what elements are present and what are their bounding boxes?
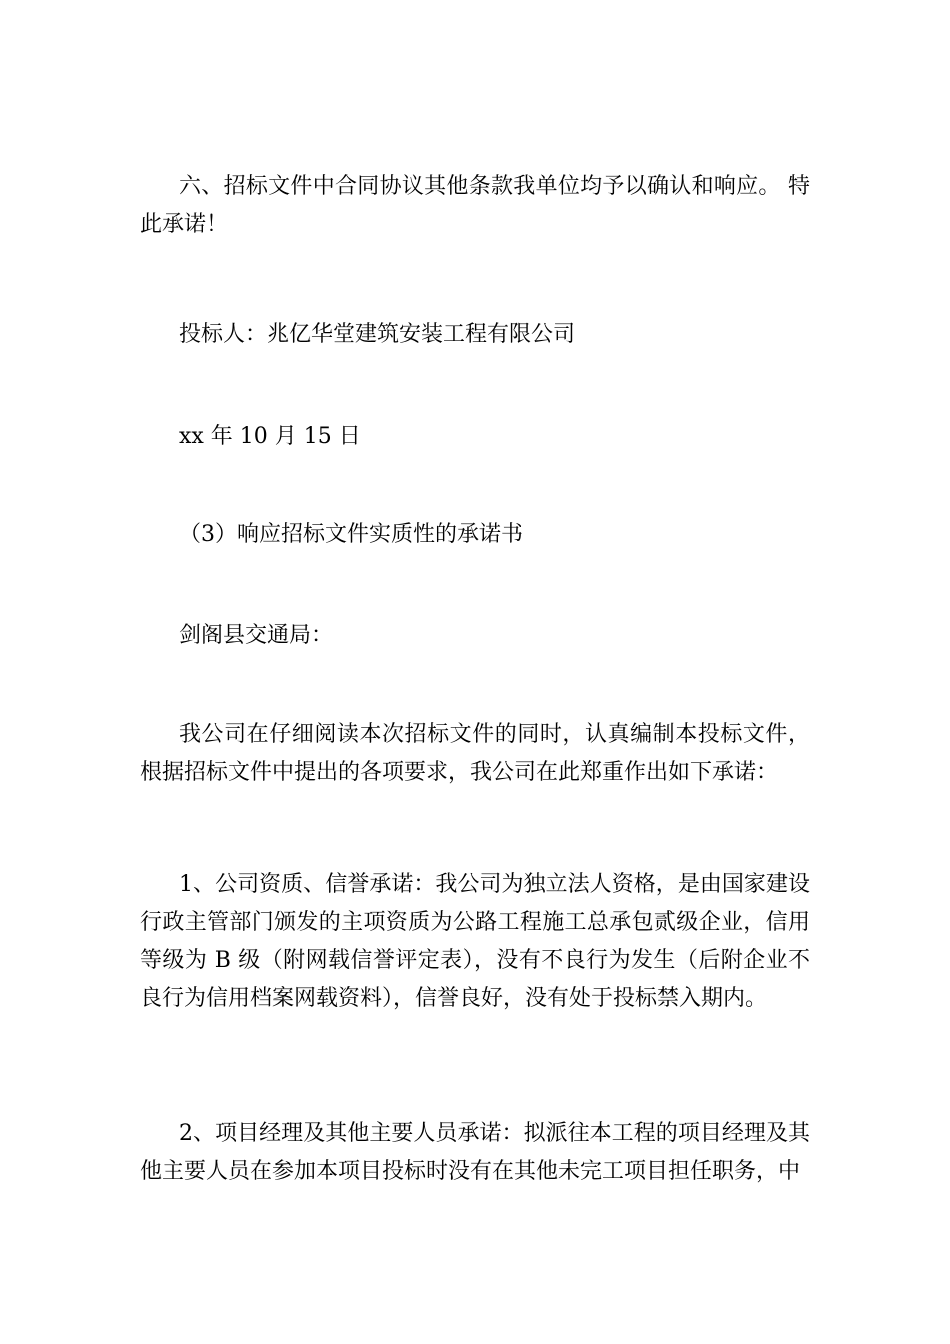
clause-one-paragraph: 1、公司资质、信誉承诺：我公司为独立法人资格，是由国家建设行政主管部门颁发的主项资质为公路工程施工总承包贰级企业，信用等级为 B 级（附网载信誉评定表），没有不良行为发生（后附企业不良行为信用档案网载资料），信誉良好，没有处于投标禁入期内。 (140, 872, 810, 1011)
bidder-name-line: 投标人：兆亿华堂建筑安装工程有限公司 (179, 322, 576, 347)
clause-two-paragraph: 2、项目经理及其他主要人员承诺：拟派往本工程的项目经理及其他主要人员在参加本项目投标时没有在其他未完工项目担任职务，中 (140, 1121, 810, 1184)
clause-six-paragraph: 六、招标文件中合同协议其他条款我单位均予以确认和响应。 特此承诺！ (140, 174, 810, 237)
addressee-line: 剑阁县交通局： (179, 623, 334, 648)
intro-paragraph: 我公司在仔细阅读本次招标文件的同时，认真编制本投标文件，根据招标文件中提出的各项要求，我公司在此郑重作出如下承诺： (140, 722, 810, 785)
date-line: xx 年 10 月 15 日 (179, 424, 361, 449)
section-heading: （3）响应招标文件实质性的承诺书 (179, 522, 523, 547)
